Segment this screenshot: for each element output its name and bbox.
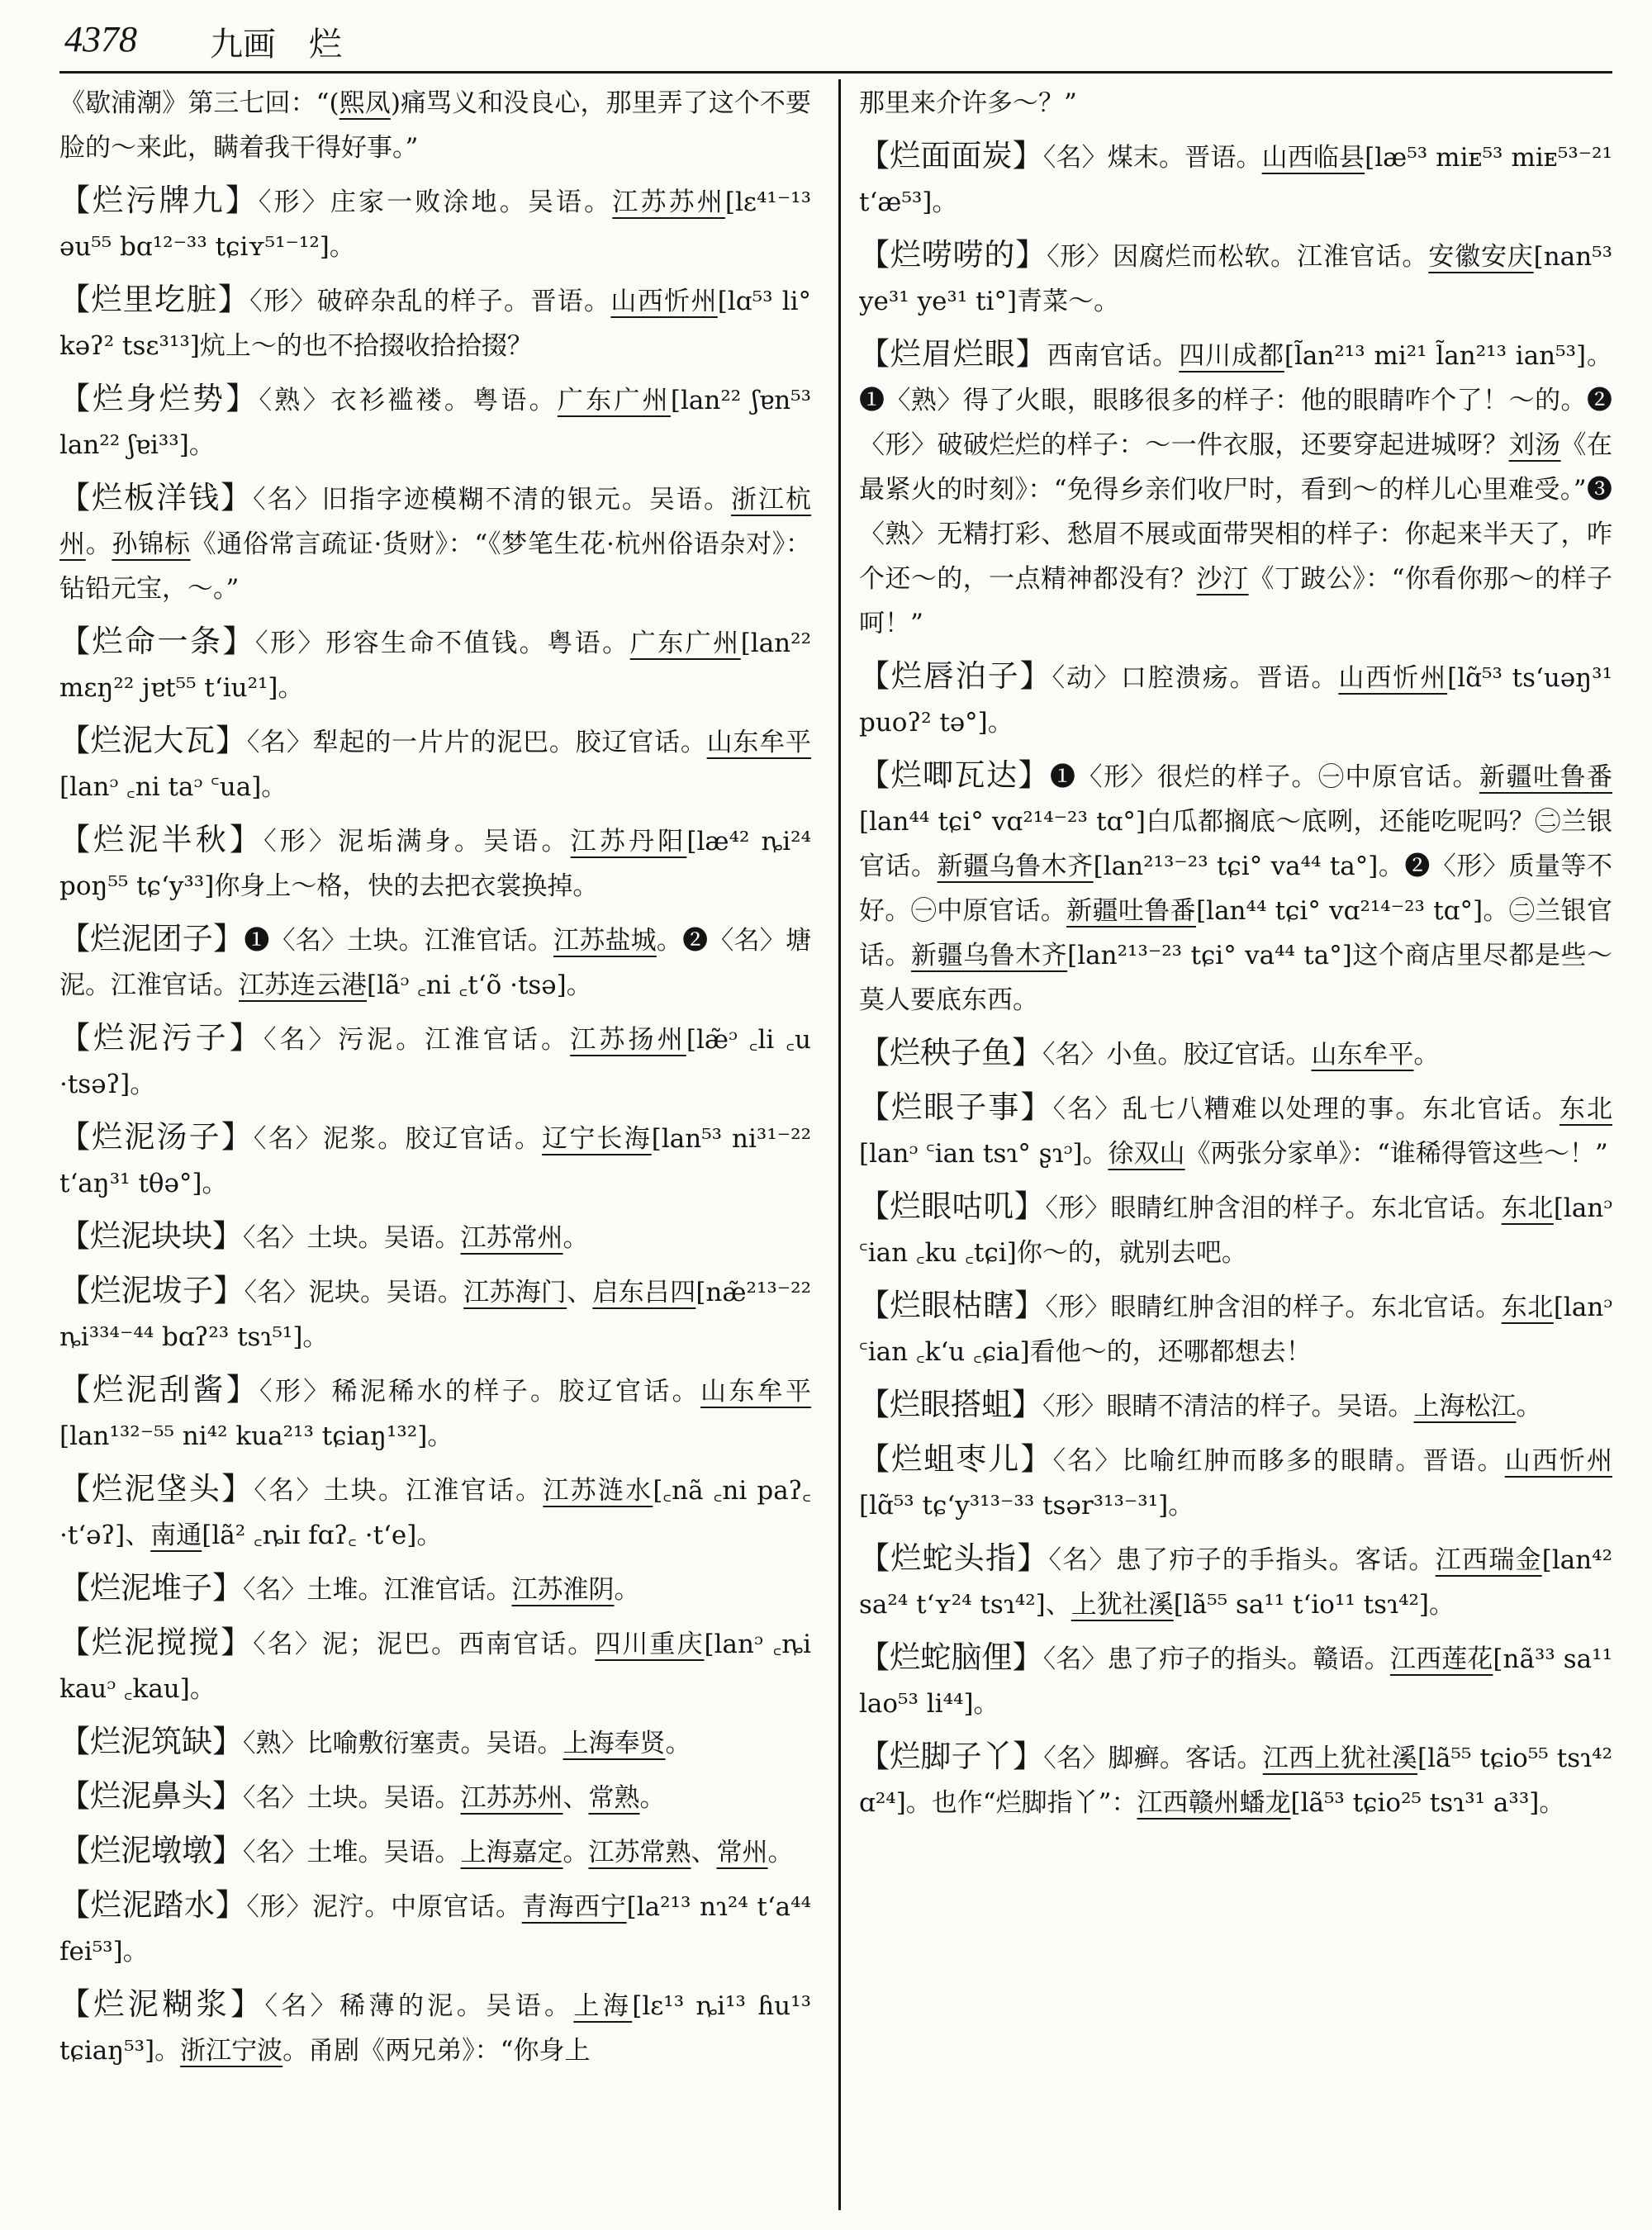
entry-headword: 【烂泥汤子】 [59,1119,254,1155]
entry-body: 〈名〉犁起的一片片的泥巴。胶辽官话。山东牟平[lanᵓ ꜀ni taᵓ ꜂ua]。 [59,728,812,802]
entry-headword: 【烂泥墩墩】 [59,1833,243,1868]
column-divider [838,79,841,2210]
entry-headword: 【烂蛇脑俚】 [859,1639,1043,1675]
entry-body: 〈名〉污泥。江淮官话。江苏扬州[læ̃ᵓ ꜀li ꜀u ·tsəʔ]。 [59,1025,812,1099]
dictionary-entry [59,377,811,467]
entry-headword: 【烂里圪脏】 [59,282,250,317]
dictionary-entry [859,233,1612,324]
dictionary-entry [859,1283,1612,1374]
entry-body: 〈熟〉比喻敷衍塞责。吴语。上海奉贤。 [243,1729,691,1758]
running-head: 九画 烂 [210,26,342,64]
dictionary-entry [859,1184,1612,1275]
entry-body: 〈形〉泥泞。中原官话。青海西宁[la²¹³ nɿ²⁴ tʻa⁴⁴ fei⁵³]。 [59,1892,812,1967]
dictionary-entry [59,917,811,1008]
dictionary-entry [59,1720,811,1766]
entry-headword: 【烂泥踏水】 [59,1887,247,1923]
entry-body: 〈动〉口腔溃疡。晋语。山西忻州[lɑ̃⁵³ tsʻuəŋ³¹ puoʔ² tə°]。 [859,663,1613,738]
dictionary-entry [59,1982,811,2073]
entry-continuation [859,81,1612,126]
entry-body: ❶〈名〉土块。江淮官话。江苏盐城。❷〈名〉塘泥。江淮官话。江苏连云港[lãᵓ ꜀ni ꜀tʻõ ·tsə]。 [59,926,812,1000]
dictionary-entry [59,1620,811,1711]
entry-body: 〈名〉比喻红肿而眵多的眼睛。晋语。山西忻州[lɑ̃⁵³ tɕʻy³¹³⁻³³ tsər³¹³⁻³¹]。 [859,1446,1613,1521]
right-column [859,81,1612,1834]
entry-headword: 【烂泥筑缺】 [59,1724,243,1759]
entry-headword: 【烂泥污子】 [59,1020,263,1056]
entry-body: 〈形〉眼睛红肿含泪的样子。东北官话。东北[lanᵓ ꜂ian ꜀kʻu ꜀ɕia]看他～的，还哪都想去！ [859,1293,1613,1367]
entry-body: 〈名〉患了疖子的指头。赣语。江西莲花[nã³³ sa¹¹ lao⁵³ li⁴⁴]。 [859,1644,1613,1719]
dictionary-entry [59,619,811,710]
entry-headword: 【烂污牌九】 [59,183,259,218]
entry-body: 〈名〉患了疖子的手指头。客话。江西瑞金[lan⁴² sa²⁴ tʻʏ²⁴ tsɿ⁴²]、上犹社溪[lã⁵⁵ sa¹¹ tʻio¹¹ tsɿ⁴²]。 [859,1545,1613,1620]
dictionary-entry [859,1635,1612,1726]
dictionary-entry [859,134,1612,225]
dictionary-entry [59,1269,811,1359]
entry-body: 〈形〉眼睛红肿含泪的样子。东北官话。东北[lanᵓ ꜂ian ꜀ku ꜀tɕi]你～的，就别去吧。 [859,1193,1613,1268]
entry-headword: 【烂泥大瓦】 [59,723,247,758]
dictionary-entry [59,178,811,269]
entry-headword: 【烂泥刮酱】 [59,1372,260,1407]
entry-headword: 【烂命一条】 [59,624,256,659]
entry-headword: 【烂泥糊浆】 [59,1986,265,2022]
dictionary-entry [859,753,1612,1022]
entry-body: 〈名〉煤末。晋语。山西临县[læ⁵³ miᴇ⁵³ miᴇ⁵³⁻²¹ tʻæ⁵³]。 [859,143,1613,217]
entry-headword: 【烂眼子事】 [859,1089,1053,1125]
entry-headword: 【烂泥块块】 [59,1218,243,1254]
dictionary-entry [59,1774,811,1820]
entry-body: 〈名〉稀薄的泥。吴语。上海[lɛ¹³ ȵi¹³ ɦu¹³ tɕiaŋ⁵³]。浙江宁波。甬剧《两兄弟》：“你身上 [59,1991,811,2066]
dictionary-entry [59,1566,811,1612]
entry-body: 〈形〉庄家一败涂地。吴语。江苏苏州[lɛ⁴¹⁻¹³ əu⁵⁵ bɑ¹²⁻³³ tɕiʏ⁵¹⁻¹²]。 [59,187,812,262]
entry-body: 〈名〉土块。吴语。江苏常州。 [243,1223,589,1253]
entry-body: 〈名〉乱七八糟难以处理的事。东北官话。东北[lanᵓ ꜂ian tsɿ° ʂɿᵓ]。徐双山《两张分家单》：“谁稀得管这些～！” [859,1094,1613,1169]
entry-headword: 【烂板洋钱】 [59,480,254,515]
entry-headword: 【烂唧瓦达】 [859,757,1050,793]
dictionary-entry [59,1214,811,1260]
entry-body: 〈形〉形容生命不值钱。粤语。广东广州[lan²² mɛŋ²² jɐt⁵⁵ tʻiu²¹]。 [59,629,811,703]
entry-headword: 【烂秧子鱼】 [859,1035,1042,1070]
dictionary-entry [859,332,1612,646]
dictionary-entry [859,1031,1612,1077]
entry-body: 〈名〉土堆。吴语。上海嘉定。江苏常熟、常州。 [243,1838,794,1867]
entry-headword: 【烂眼搭蛆】 [859,1387,1042,1422]
entry-headword: 【烂唇泊子】 [859,658,1052,694]
entry-headword: 【烂眼枯瞎】 [859,1288,1046,1323]
entry-body: 〈形〉因腐烂而松软。江淮官话。安徽安庆[nan⁵³ ye³¹ ye³¹ ti°]青菜～。 [859,242,1613,316]
entry-headword: 【烂眉烂眼】 [859,336,1047,372]
dictionary-entry [59,278,811,368]
entry-headword: 【烂眼咕叽】 [859,1189,1046,1224]
entry-body: 〈名〉土块。江淮官话。江苏涟水[꜀nã ꜀ni paʔ꜀ ·tʻəʔ]、南通[lã² ꜀ȵiɪ fɑʔ꜀ ·tʻe]。 [59,1476,812,1550]
dictionary-entry [859,1536,1612,1627]
entry-headword: 【烂蛇头指】 [859,1540,1049,1576]
dictionary-entry [859,1734,1612,1825]
entry-body: 〈名〉小鱼。胶辽官话。山东牟平。 [1042,1040,1440,1070]
dictionary-entry [59,818,811,909]
entry-body: 〈名〉泥；泥巴。西南官话。四川重庆[lanᵓ ꜀ȵi kauᵓ ꜀kau]。 [59,1630,812,1704]
entry-body: 〈形〉泥垢满身。吴语。江苏丹阳[læ⁴² ȵi²⁴ poŋ⁵⁵ tɕʻy³³]你身上～格，快的去把衣裳换掉。 [59,827,812,901]
entry-body: 〈形〉眼睛不清洁的样子。吴语。上海松江。 [1042,1392,1542,1421]
entry-body: ❶〈形〉很烂的样子。㊀中原官话。新疆吐鲁番[lan⁴⁴ tɕi° vɑ²¹⁴⁻²³ tɑ°]白瓜都搁底～底咧，还能吃呢吗？㊁兰银官话。新疆乌鲁木齐[lan²¹³⁻²³ tɕi° va⁴⁴ ta°]。❷〈形〉质量等不好。㊀中原官话。新疆吐鲁番[lan⁴⁴ tɕi° vɑ²¹⁴⁻²³ tɑ°]。㊁兰银官话。新疆乌鲁木齐[lan²¹³⁻²³ tɕi° va⁴⁴ ta°]这个商店里尽都是些～莫人要底东西。 [859,762,1613,1015]
dictionary-entry [59,1829,811,1875]
entry-headword: 【烂泥坺子】 [59,1273,244,1308]
page-header [59,15,1612,63]
entry-headword: 【烂唠唠的】 [859,237,1047,273]
entry-body: 那里来介许多～？” [859,88,1077,118]
entry-headword: 【烂脚子丫】 [859,1739,1044,1774]
entry-headword: 【烂蛆枣儿】 [859,1441,1053,1477]
dictionary-entry [59,476,811,611]
entry-body: 〈形〉破碎杂乱的样子。晋语。山西忻州[lɑ⁵³ li° kəʔ² tsɛ³¹³]炕上～的也不拾掇收拾拾掇？ [59,287,812,361]
entry-body: 〈形〉稀泥稀水的样子。胶辽官话。山东牟平[lan¹³²⁻⁵⁵ ni⁴² kua²¹³ tɕiaŋ¹³²]。 [59,1377,812,1451]
entry-body: 西南官话。四川成都[l̃an²¹³ mi²¹ l̃an²¹³ ian⁵³]。❶〈熟〉得了火眼，眼眵很多的样子：他的眼睛咋个了！～的。❷〈形〉破破烂烂的样子：～一件衣服，还要穿起进城呀？刘汤《在最紧火的时刻》：“免得乡亲们收尸时，看到～的样儿心里难受。”❸〈熟〉无精打彩、愁眉不展或面带哭相的样子：你起来半天了，咋个还～的，一点精神都没有？沙汀《丁跛公》：“你看你那～的样子呵！” [859,341,1613,638]
dictionary-entry [59,1467,811,1558]
dictionary-entry [59,1883,811,1974]
entry-body: 〈名〉泥块。吴语。江苏海门、启东吕四[næ̃²¹³⁻²² ȵi³³⁴⁻⁴⁴ bɑʔ²³ tsɿ⁵¹]。 [59,1278,812,1352]
entry-body: 〈熟〉衣衫褴褛。粤语。广东广州[lan²² ʃɐn⁵³ lan²² ʃɐi³³]。 [59,386,812,460]
dictionary-entry [859,1383,1612,1429]
dictionary-entry [59,1016,811,1107]
entry-body: 〈名〉泥浆。胶辽官话。辽宁长海[lan⁵³ ni³¹⁻²² tʻaŋ³¹ tθə°]。 [59,1124,812,1198]
dictionary-entry [59,1115,811,1206]
entry-headword: 【烂身烂势】 [59,381,259,416]
entry-headword: 【烂泥团子】 [59,921,244,956]
entry-headword: 【烂泥堆子】 [59,1570,243,1606]
entry-headword: 【烂泥垡头】 [59,1471,254,1506]
entry-continuation [59,81,811,170]
entry-body: 〈名〉旧指字迹模糊不清的银元。吴语。浙江杭州。孙锦标《通俗常言疏证·货财》：“《梦笔生花·杭州俗语杂对》：钻铅元宝，～。” [59,485,812,604]
entry-body: 《歇浦潮》第三七回：“(熙凤)痛骂义和没良心，那里弄了这个不要脸的～来此，瞒着我干得好事。” [59,88,811,163]
left-column [59,81,811,2081]
page-number: 4378 [64,19,137,59]
dictionary-entry [859,654,1612,745]
dictionary-entry [859,1437,1612,1528]
dictionary-entry [859,1085,1612,1176]
entry-headword: 【烂面面炭】 [859,138,1043,173]
dictionary-entry [59,719,811,809]
dictionary-entry [59,1368,811,1459]
entry-headword: 【烂泥半秋】 [59,822,264,857]
header-rule [59,71,1612,74]
entry-body: 〈名〉脚癣。客话。江西上犹社溪[lã⁵⁵ tɕio⁵⁵ tsɿ⁴² ɑ²⁴]。也作“烂脚指丫”：江西赣州蟠龙[lã⁵³ tɕio²⁵ tsɿ³¹ a³³]。 [859,1744,1613,1818]
entry-body: 〈名〉土块。吴语。江苏苏州、常熟。 [243,1783,666,1813]
entry-body: 〈名〉土堆。江淮官话。江苏淮阴。 [243,1575,640,1605]
entry-headword: 【烂泥搅搅】 [59,1625,254,1660]
entry-headword: 【烂泥鼻头】 [59,1778,243,1814]
